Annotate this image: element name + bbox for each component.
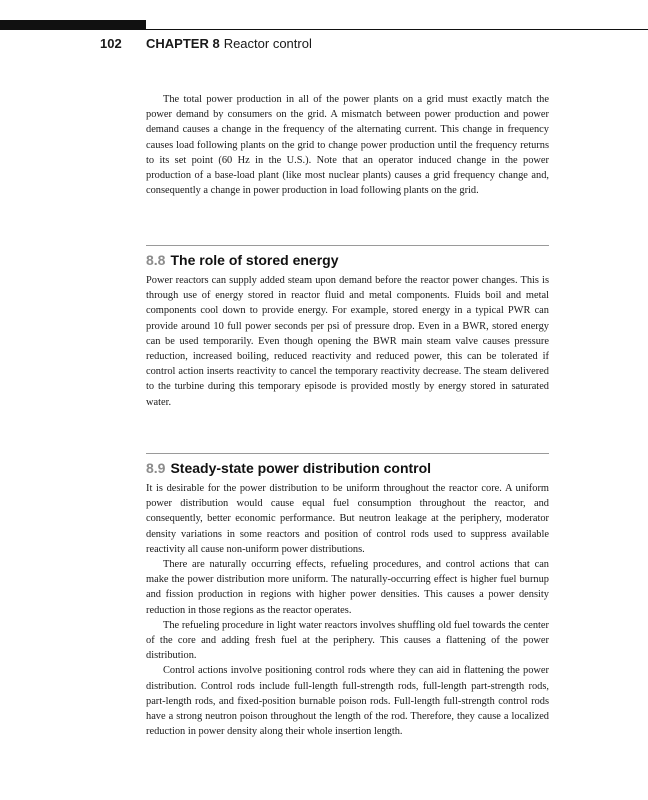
section-8-9-paragraph-4: Control actions involve positioning control rods where they can aid in flattening the power distribution. Control rods include full-length full-strength rods, full-length part-strength rods, part-length rods, and fixed-position burnable poison rods. Full-length full-strength control rods have a strong neutron poison throughout the length of the rod. Therefore, they cause a localized reduction in power density along their whole insertion length. [146, 665, 549, 738]
section-8-9-body [146, 481, 549, 739]
chapter-label: CHAPTER 8 [146, 36, 220, 51]
chapter-heading [146, 36, 312, 51]
section-8-8-number: 8.8 [146, 252, 166, 268]
section-8-9-rule [146, 453, 549, 454]
section-8-9-number: 8.9 [146, 460, 166, 476]
chapter-title: Reactor control [223, 36, 312, 51]
section-8-9-heading [146, 460, 549, 476]
section-8-9-paragraph-3: The refueling procedure in light water reactors involves shuffling old fuel towards the center of the core and adding fresh fuel at the periphery. This causes a flattening of the power distribution. [146, 619, 549, 662]
intro-text [146, 92, 549, 198]
section-8-9-paragraph-1: It is desirable for the power distribution to be uniform throughout the reactor core. A uniform power distribution would cause equal fuel consumption throughout the reactor, and consequently, better economic performance. But neutron leakage at the periphery, moderator density variations in some reactors and position of control rods used to suppress available reactivity all cause non-uniform power distributions. [146, 483, 549, 555]
section-8-8-title: The role of stored energy [170, 252, 339, 268]
section-8-8-paragraph-1: Power reactors can supply added steam upon demand before the reactor power changes. This is through use of energy stored in reactor fluid and metal components. Fluids boil and metal components cool down to provide energy. For example, stored energy in a typical PWR can provide around 10 full power seconds per psi of pressure drop. Even in a BWR, stored energy can be used temporarily. Even though opening the BWR main steam valve causes pressure reduction, increased boiling, reduced reactivity and reduced power, this can be tolerated if control action inserts reactivity to cancel the temporary reactivity decrease. The steam delivered to the turbine during this temporary episode is provided mostly by energy stored in saturated water. [146, 275, 549, 408]
section-8-8-heading [146, 252, 549, 268]
header-rule [0, 29, 648, 30]
intro-paragraph-1: The total power production in all of the power plants on a grid must exactly match the power demand by consumers on the grid. A mismatch between power production and power demand causes a change in the frequency of the alternating current. This change in frequency causes load following plants on the grid to change power production until the frequency returns to its set point (60 Hz in the U.S.). Note that an operator induced change in the power production of a base-load plant (like most nuclear plants) causes a grid frequency change and, consequently a change in power production in load following plants on the grid. [146, 94, 549, 197]
running-header [0, 36, 648, 54]
section-8-8-rule [146, 245, 549, 246]
section-8-9-paragraph-2: There are naturally occurring effects, refueling procedures, and control actions that can make the power distribution more uniform. The naturally-occurring effect is higher fuel burnup and fission production in regions with higher power densities. This causes a power density reduction in those regions as the reactor operates. [146, 559, 549, 616]
section-8-9-title: Steady-state power distribution control [170, 460, 432, 476]
section-8-8-body [146, 273, 549, 410]
page-number: 102 [100, 36, 122, 51]
